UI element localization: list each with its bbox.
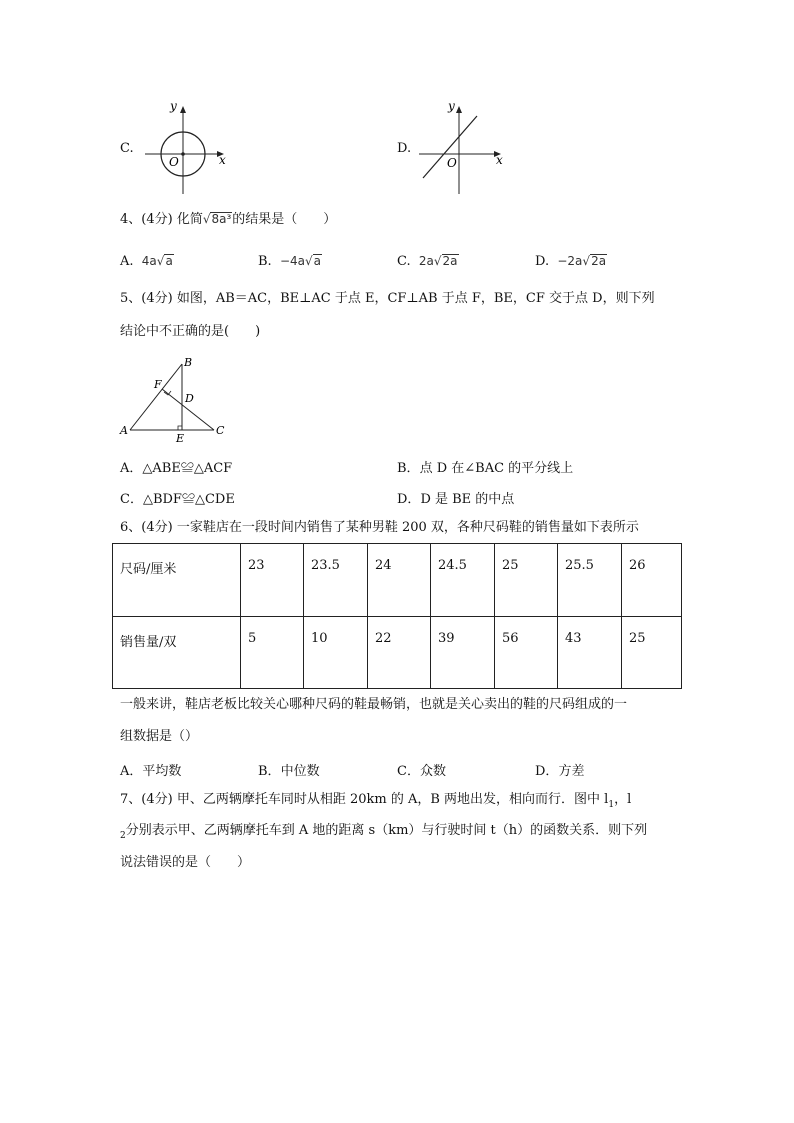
table-cell: 56 [495,617,558,689]
table-cell: 25 [495,544,558,617]
table-cell: 23.5 [304,544,368,617]
right-angle-e [178,426,182,430]
label-c: C [216,424,225,437]
label-b: B [184,356,193,369]
q6-option-d: D．方差 [535,764,585,779]
q7-stem-line2: $_2$分别表示甲、乙两辆摩托车到 A 地的距离 s（km）与行驶时间 t（h）的函数关系．则下列 [120,823,648,841]
option-d-graph [415,98,515,196]
side-ab [130,364,182,430]
q4-option-b: B. −4a√a [258,254,322,269]
origin-label: O [169,155,179,169]
x-axis-label: x [219,153,226,167]
option-c-graph [140,98,240,196]
option-c-label: C. [120,141,134,156]
origin-label: O [447,156,457,170]
q7-stem-line1: 7、(4分) 甲、乙两辆摩托车同时从相距 20km 的 A，B 两地出发，相向而行．图中 $l_1$，l [120,792,632,810]
y-axis-arrow [456,106,462,113]
q4-option-d: D. −2a√2a [535,254,607,269]
label-a: A [120,424,128,437]
q4-stem-suffix: 的结果是（ ） [232,212,337,227]
q4-radical: 8a³ [211,212,232,226]
table-cell: 24.5 [431,544,495,617]
q5-option-d: D．D 是 BE 的中点 [397,492,515,507]
table-cell: 43 [558,617,622,689]
table-cell: 24 [368,544,431,617]
table-cell: 25.5 [558,544,622,617]
table-cell: 39 [431,617,495,689]
table-header-cell: 销售量/双 [113,617,241,689]
q6-after-line1: 一般来讲，鞋店老板比较关心哪种尺码的鞋最畅销，也就是关心卖出的鞋的尺码组成的一 [120,697,628,712]
q5-option-a: A．△ABE≌△ACF [120,461,233,476]
y-axis-arrow [180,106,186,113]
table-cell: 22 [368,617,431,689]
q4-option-a: A. 4a√a [120,254,173,269]
table-cell: 25 [622,617,682,689]
shoe-size-table [112,543,682,689]
q5-option-c: C．△BDF≌△CDE [120,492,235,507]
y-axis-label: y [170,99,177,113]
q6-option-c: C．众数 [397,764,446,779]
q5-triangle-figure [118,352,230,444]
q6-option-b: B．中位数 [258,764,320,779]
table-cell: 26 [622,544,682,617]
table-cell: 10 [304,617,368,689]
table-cell: 5 [241,617,304,689]
label-f: F [154,378,162,391]
q6-after-line2: 组数据是（） [120,729,199,744]
label-d: D [185,392,194,405]
y-axis-label: y [448,99,455,113]
q5-option-b: B．点 D 在∠BAC 的平分线上 [397,461,574,476]
option-d-label: D. [397,141,412,156]
table-row [113,544,682,617]
q4-stem-prefix: 4、(4分) 化简 [120,212,203,227]
origin-point [181,152,185,156]
table-row [113,617,682,689]
q5-stem-line2: 结论中不正确的是( ) [120,324,261,339]
x-axis-label: x [496,153,503,167]
q6-option-a: A．平均数 [120,764,182,779]
q5-stem-line1: 5、(4分) 如图，AB＝AC，BE⊥AC 于点 E，CF⊥AB 于点 F，BE，CF 交于点 D，则下列 [120,291,655,306]
q4-option-c: C. 2a√2a [397,254,458,269]
table-header-cell: 尺码/厘米 [113,544,241,617]
table-cell: 23 [241,544,304,617]
q7-stem-line3: 说法错误的是（ ） [120,855,251,870]
label-e: E [176,432,185,444]
q6-stem: 6、(4分) 一家鞋店在一段时间内销售了某种男鞋 200 双，各种尺码鞋的销售量如下表所示 [120,520,639,535]
q4-stem: 4、(4分) 化简√8a³的结果是（ ） [120,212,337,227]
